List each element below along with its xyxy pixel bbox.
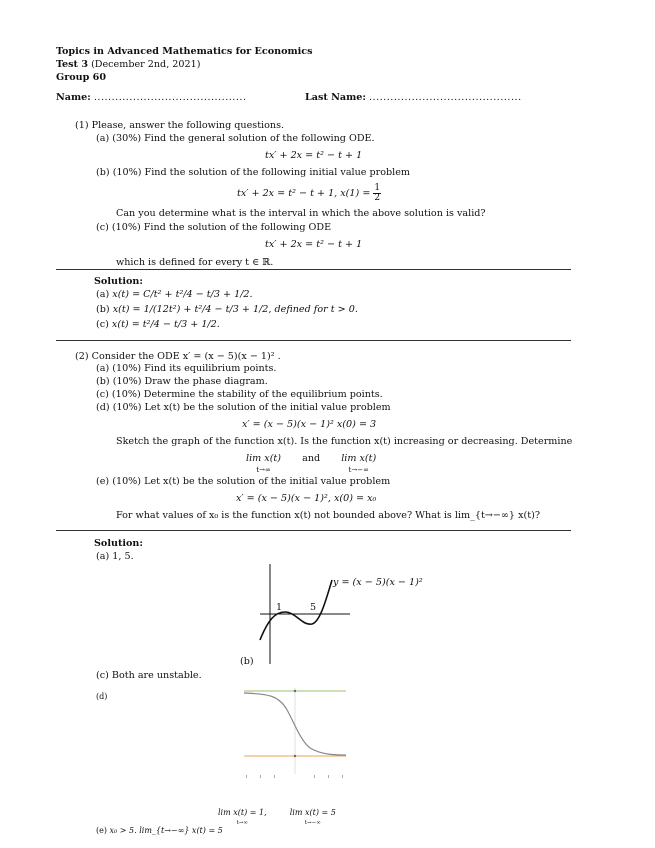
q2-c — [96, 389, 383, 400]
course-title: Topics in Advanced Mathematics for Economics — [56, 46, 313, 57]
q1-b-label: (b) — [96, 167, 110, 178]
q2-d-label: (d) — [96, 402, 110, 413]
q2-d-lim2-block — [341, 453, 376, 475]
q2-d-lim2-sub: t→−∞ — [348, 466, 369, 474]
q2-e-followup: For what values of x₀ is the function x(t) not bounded above? What is lim_{t→−∞} x(t)? — [116, 510, 540, 521]
divider — [56, 269, 571, 270]
q1-b — [96, 167, 410, 178]
q2-b-label: (b) — [96, 376, 110, 387]
q1-a-equation: tx′ + 2x = t² − t + 1 — [265, 150, 363, 161]
q1-a-label: (a) — [96, 133, 110, 144]
point-marker — [294, 755, 296, 757]
q1-b-frac-den: 2 — [374, 193, 381, 203]
lastname-line — [305, 92, 522, 103]
sol2-d-label: (d) — [96, 692, 108, 701]
name-label: Name: — [56, 92, 91, 103]
q2-e-equation: x′ = (x − 5)(x − 1)², x(0) = x₀ — [236, 493, 377, 504]
solution-plot — [240, 684, 352, 784]
sol1-title: Solution: — [94, 276, 143, 287]
sol2-d-limits — [218, 808, 336, 826]
q1-b-eq-main: tx′ + 2x = t² − t + 1, x(1) = — [237, 188, 371, 199]
q1-number: (1) — [75, 120, 89, 131]
test-line — [56, 59, 200, 70]
q2-b-text: (10%) Draw the phase diagram. — [112, 376, 268, 387]
q1-a — [96, 133, 375, 144]
point-marker — [294, 690, 296, 692]
q1-b-frac-num: 1 — [374, 183, 381, 193]
q2-d-limits — [246, 453, 376, 475]
sol1-b-text: x(t) = 1/(12t²) + t²/4 − t/3 + 1/2, defined for t > 0. — [112, 304, 358, 315]
q2-d — [96, 402, 391, 413]
name-dots: ........................................... — [93, 92, 247, 103]
q2-intro-line — [75, 351, 281, 362]
q1-c-followup: which is defined for every t ∈ ℝ. — [116, 257, 274, 268]
sol2-c-label: (c) — [96, 670, 109, 681]
sol2-e-text: x₀ > 5. lim_{t→−∞} x(t) = 5 — [109, 826, 223, 835]
q2-d-followup: Sketch the graph of the function x(t). Is the function x(t) increasing or decreasing. Determine — [116, 436, 573, 447]
sol2-title: Solution: — [94, 538, 143, 549]
q1-intro-line — [75, 120, 284, 131]
sol1-b-label: (b) — [96, 304, 110, 315]
sol2-d-lim2: lim x(t) = 5 — [289, 808, 336, 817]
sol2-e — [96, 826, 223, 835]
q1-b-text: (10%) Find the solution of the following initial value problem — [112, 167, 410, 178]
q2-d-lim1-block — [246, 453, 281, 475]
sol1-c — [96, 319, 220, 330]
q1-intro: Please, answer the following questions. — [91, 120, 285, 131]
sol2-d-lim1: lim x(t) = 1, — [218, 808, 267, 817]
sol1-c-label: (c) — [96, 319, 109, 330]
sol2-c — [96, 670, 202, 681]
lastname-dots: ........................................... — [368, 92, 522, 103]
sol2-a-label: (a) — [96, 551, 110, 562]
q2-intro: Consider the ODE x′ = (x − 5)(x − 1)² . — [91, 351, 281, 362]
tick-5: 5 — [310, 602, 317, 613]
graph-label: y = (x − 5)(x − 1)² — [333, 577, 423, 588]
sol2-e-label: (e) — [96, 826, 107, 835]
q2-d-equation: x′ = (x − 5)(x − 1)² x(0) = 3 — [242, 419, 377, 430]
sol2-d-lim2-block — [290, 808, 336, 826]
q2-c-text: (10%) Determine the stability of the equilibrium points. — [111, 389, 383, 400]
sol2-d-lim1-block — [218, 808, 267, 826]
test-date: (December 2nd, 2021) — [91, 59, 201, 70]
q2-b — [96, 376, 268, 387]
q1-a-text: (30%) Find the general solution of the following ODE. — [112, 133, 375, 144]
q2-d-lim1: lim x(t) — [246, 453, 282, 464]
sol2-c-text: Both are unstable. — [111, 670, 202, 681]
sol2-a-text: 1, 5. — [112, 551, 134, 562]
tick-1: 1 — [276, 602, 283, 613]
q1-b-equation — [237, 184, 381, 203]
sol2-d-lim1-sub: t→∞ — [236, 820, 249, 826]
q2-e — [96, 476, 390, 487]
sol1-a — [96, 289, 253, 300]
name-line — [56, 92, 247, 103]
q2-a-text: (10%) Find its equilibrium points. — [112, 363, 277, 374]
sol2-a — [96, 551, 134, 562]
sol1-a-text: x(t) = C/t² + t²/4 − t/3 + 1/2. — [112, 289, 253, 300]
divider — [56, 340, 571, 341]
axis-ticks — [246, 775, 343, 778]
group-label: Group 60 — [56, 72, 107, 83]
q2-number: (2) — [75, 351, 89, 362]
q2-c-label: (c) — [96, 389, 109, 400]
test-label: Test 3 — [56, 59, 88, 70]
sol2-b-label: (b) — [240, 656, 254, 667]
q1-c-text: (10%) Find the solution of the following ODE — [111, 222, 332, 233]
lastname-label: Last Name: — [305, 92, 366, 103]
q1-b-followup: Can you determine what is the interval in which the above solution is valid? — [116, 208, 486, 219]
sol1-c-text: x(t) = t²/4 − t/3 + 1/2. — [111, 319, 220, 330]
sol1-b — [96, 304, 358, 315]
divider — [56, 530, 571, 531]
q2-d-lim2: lim x(t) — [341, 453, 377, 464]
q1-b-fraction — [373, 184, 381, 203]
q1-c-equation: tx′ + 2x = t² − t + 1 — [265, 239, 363, 250]
sol1-a-label: (a) — [96, 289, 110, 300]
cubic-curve — [260, 580, 332, 640]
q2-e-label: (e) — [96, 476, 110, 487]
q2-a-label: (a) — [96, 363, 110, 374]
q1-c — [96, 222, 331, 233]
q2-d-lim1-sub: t→∞ — [256, 466, 271, 474]
q2-d-and: and — [302, 453, 321, 464]
q2-e-text: (10%) Let x(t) be the solution of the initial value problem — [112, 476, 391, 487]
q2-d-text: (10%) Let x(t) be the solution of the initial value problem — [112, 402, 391, 413]
sol2-d-lim2-sub: t→−∞ — [304, 820, 321, 826]
q2-a — [96, 363, 276, 374]
q1-c-label: (c) — [96, 222, 109, 233]
